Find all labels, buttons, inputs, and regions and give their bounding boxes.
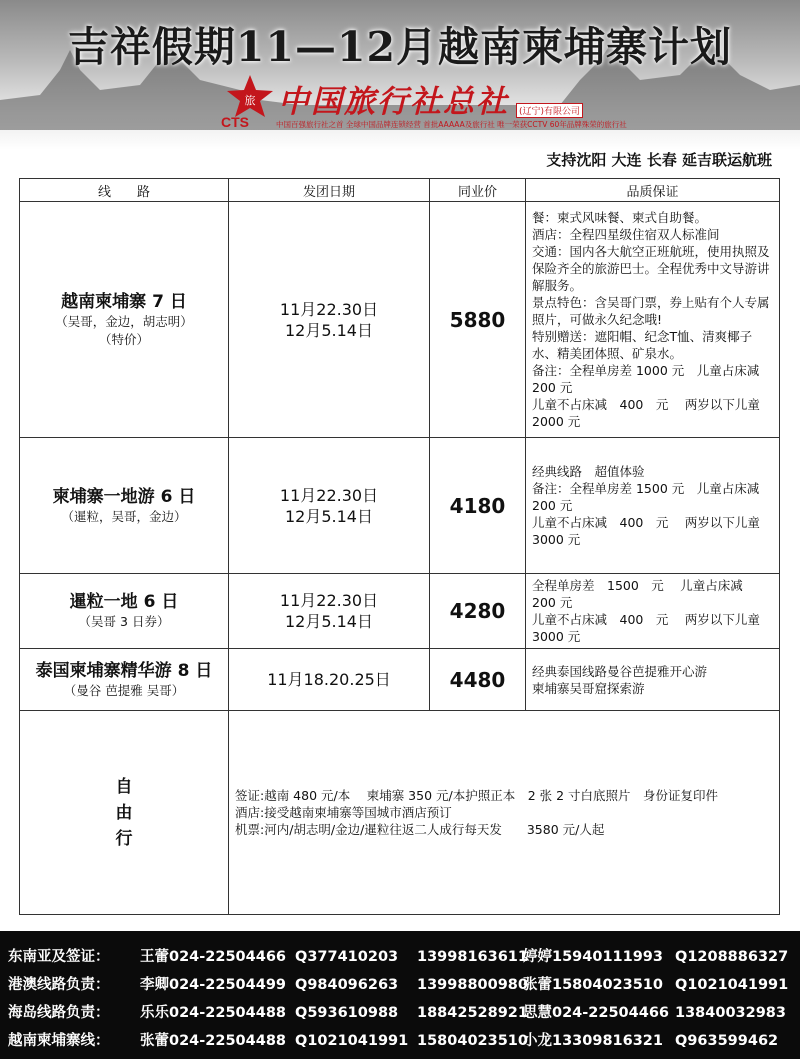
price-cell: 4180 [430, 438, 526, 574]
contact-row [8, 1001, 786, 1022]
quality-line: 酒店：全程四星级住宿双人标准间 [532, 227, 720, 242]
date-line: 11月22.30日 [279, 299, 379, 319]
logo-cts-text: CTS [221, 114, 249, 130]
contact-item: Q1021041991 [295, 1033, 409, 1049]
price-cell: 4280 [430, 574, 526, 649]
cts-star-logo-icon [225, 74, 275, 118]
price-cell: 5880 [430, 202, 526, 438]
dates-cell [229, 202, 430, 438]
free-travel-row [20, 711, 780, 915]
quality-line: 儿童不占床减 400 元 两岁以下儿童 2000 元 [532, 397, 760, 429]
page-title: 吉祥假期11—12月越南柬埔寨计划 [67, 23, 733, 71]
contact-item: Q963599462 [675, 1033, 779, 1049]
table-row [20, 202, 780, 438]
quality-cell [526, 202, 780, 438]
col-header-quality: 品质保证 [526, 179, 780, 202]
table-row [20, 574, 780, 649]
route-cell [20, 574, 229, 649]
quality-cell [526, 649, 780, 711]
quality-line: 儿童不占床减 400 元 两岁以下儿童 3000 元 [532, 515, 760, 547]
quality-line: 经典泰国线路曼谷芭提雅开心游 [532, 663, 708, 679]
route-name: 泰国柬埔寨精华游 8 日 [35, 660, 213, 681]
contact-item: 18842528921 [417, 1005, 528, 1021]
price-cell: 4480 [430, 649, 526, 711]
contact-item: 张蕾15804023510 [523, 977, 663, 993]
header-banner [0, 0, 800, 150]
route-name: 暹粒一地 6 日 [69, 592, 179, 612]
route-sub: （特价） [98, 331, 149, 347]
quality-line: 备注：全程单房差 1500 元 儿童占床减 200 元 [532, 481, 760, 513]
route-sub: （吴哥，金边，胡志明） [55, 313, 193, 329]
logo-branch: (辽宁)有限公司 [516, 103, 583, 118]
route-cell [20, 438, 229, 574]
quality-line: 儿童不占床减 400 元 两岁以下儿童 3000 元 [532, 612, 760, 644]
contact-item: 张蕾024-22504488 [140, 1033, 286, 1049]
contact-item: 乐乐024-22504488 [140, 1005, 286, 1021]
route-sub: （暹粒，吴哥，金边） [61, 508, 187, 524]
date-line: 12月5.14日 [285, 506, 373, 526]
dates-cell [229, 438, 430, 574]
contact-label: 海岛线路负责： [8, 1005, 110, 1021]
route-sub: （吴哥 3 日券） [78, 614, 170, 629]
dates-cell [229, 574, 430, 649]
contact-label: 东南亚及签证： [8, 949, 110, 965]
route-name: 越南柬埔寨 7 日 [61, 291, 187, 312]
contact-item: Q984096263 [295, 977, 399, 993]
free-line: 酒店:接受越南柬埔寨等国城市酒店预订 [235, 805, 452, 820]
svg-text:旅: 旅 [244, 94, 256, 107]
contact-item: 王蕾024-22504466 [140, 949, 286, 965]
contact-item: 15804023510 [417, 1033, 528, 1049]
date-line: 11月22.30日 [279, 591, 379, 610]
quality-line: 景点特色：含吴哥门票，券上贴有个人专属照片，可做永久纪念哦! [532, 295, 770, 327]
tour-table [19, 178, 780, 915]
free-label-char: 自 [115, 776, 133, 797]
contact-item: 13998800980 [417, 977, 528, 993]
quality-line: 柬埔寨吴哥窟探索游 [532, 680, 645, 696]
contact-row [8, 1029, 778, 1050]
dates-cell [229, 649, 430, 711]
col-header-price: 同业价 [430, 179, 526, 202]
contact-label: 港澳线路负责： [8, 977, 110, 993]
date-line: 11月22.30日 [279, 485, 379, 505]
free-label-char: 行 [115, 828, 133, 849]
col-header-route: 线 路 [20, 179, 229, 202]
col-header-dates: 发团日期 [229, 179, 430, 202]
contact-item: 小龙13309816321 [523, 1033, 663, 1049]
route-name: 柬埔寨一地游 6 日 [52, 486, 196, 507]
free-line: 机票:河内/胡志明/金边/暹粒往返二人成行每天发 3580 元/人起 [235, 822, 605, 837]
quality-line: 特别赠送：遮阳帽、纪念T恤、清爽椰子水、精美团体照、矿泉水。 [532, 329, 753, 361]
quality-line: 经典线路 超值体验 [532, 464, 645, 479]
contact-item: Q377410203 [295, 949, 399, 965]
table-header-row [20, 179, 780, 202]
contact-row [8, 945, 788, 966]
contact-item: 思慧024-22504466 [523, 1005, 669, 1021]
contact-item: 13840032983 [675, 1005, 786, 1021]
table-row [20, 438, 780, 574]
route-cell [20, 202, 229, 438]
logo-slogan: 中国百强旅行社之首 全球中国品牌连锁经营 首批AAAAA及旅行社 唯一荣获CCTV 60年品牌殊荣的旅行社 [276, 120, 627, 129]
free-line: 签证:越南 480 元/本 柬埔寨 350 元/本护照正本 2 张 2 寸白底照片 身份证复印件 [235, 788, 719, 803]
route-cell [20, 649, 229, 711]
free-travel-details [229, 711, 780, 915]
date-line: 12月5.14日 [285, 320, 373, 340]
contact-item: Q1021041991 [675, 977, 789, 993]
quality-cell [526, 574, 780, 649]
contact-item: 婷婷15940111993 [523, 949, 663, 965]
logo-company-name: 中国旅行社总社 [278, 84, 509, 120]
quality-line: 交通：国内各大航空正班航班，使用执照及保险齐全的旅游巴士。全程优秀中文导游讲解服务。 [532, 244, 770, 293]
contact-item: 李卿024-22504499 [140, 977, 286, 993]
contact-row [8, 973, 788, 994]
date-line: 12月5.14日 [285, 612, 373, 631]
contact-label: 越南柬埔寨线： [8, 1033, 110, 1049]
date-line: 11月18.20.25日 [267, 670, 391, 689]
table-row [20, 649, 780, 711]
quality-line: 全程单房差 1500 元 儿童占床减 200 元 [532, 578, 756, 610]
contact-item: 13998163611 [417, 949, 528, 965]
contact-footer [0, 931, 800, 1059]
quality-line: 餐：柬式风味餐、柬式自助餐。 [532, 210, 708, 225]
free-label-char: 由 [115, 802, 133, 823]
route-sub: （曼谷 芭提雅 吴哥） [63, 682, 185, 698]
contact-item: Q1208886327 [675, 949, 789, 965]
quality-line: 备注：全程单房差 1000 元 儿童占床减 200 元 [532, 363, 760, 395]
free-travel-label [20, 711, 229, 915]
contact-item: Q593610988 [295, 1005, 399, 1021]
quality-cell [526, 438, 780, 574]
flights-note: 支持沈阳 大连 长春 延吉联运航班 [546, 151, 772, 169]
